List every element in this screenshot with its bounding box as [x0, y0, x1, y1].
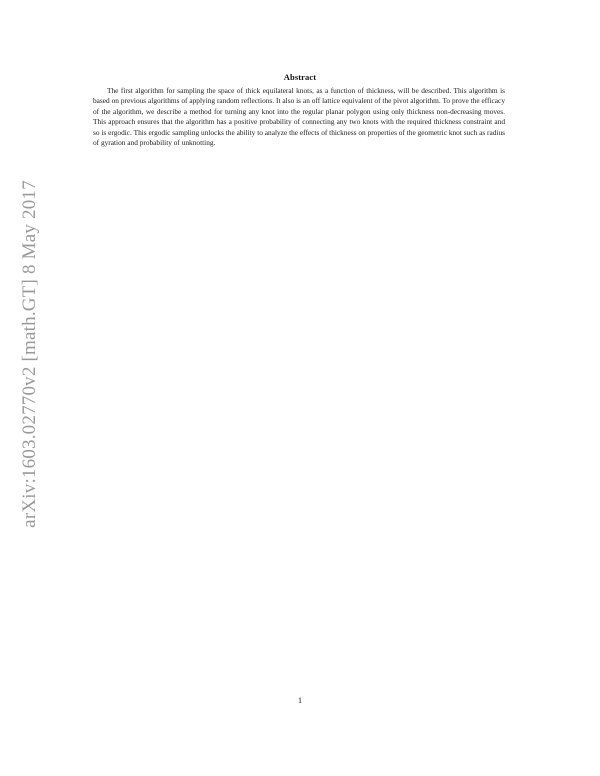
abstract-body: The first algorithm for sampling the space of thick equilateral knots, as a function of thickness, will be described. This algorithm is based on previous algorithms of applying random reflections. It also is an off lattice equivalent of the pivot algorithm. To prove the efficacy of the algorithm, we describe a method for turning any knot into the regular planar polygon using only thickness non-decreasing moves. This approach ensures that the algorithm has a positive probability of connecting any two knots with the required thickness constraint and so is ergodic. This ergodic sampling unlocks the ability to analyze the effects of thickness on properties of the geometric knot such as radius of gyration and probability of unknotting. [93, 86, 505, 148]
arxiv-identifier: arXiv:1603.02770v2 [math.GT] 8 May 2017 [19, 180, 40, 528]
arxiv-stamp [10, 174, 50, 534]
page-number: 1 [298, 696, 302, 705]
abstract-heading: Abstract [283, 72, 317, 82]
